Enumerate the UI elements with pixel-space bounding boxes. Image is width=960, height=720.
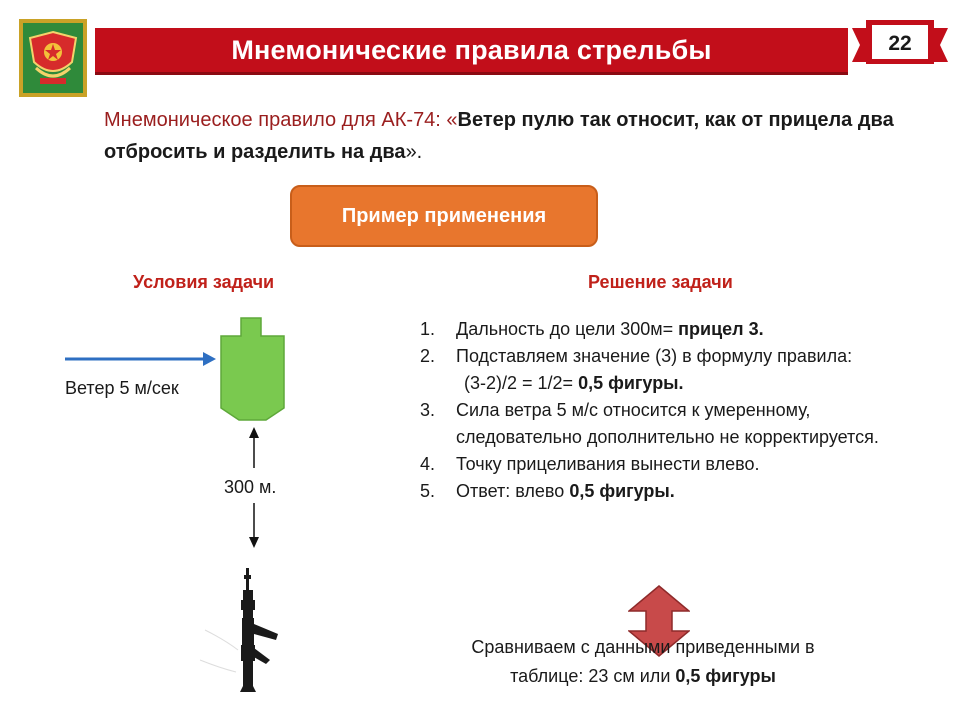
decorative-shadow-icon: [200, 630, 238, 672]
example-button-label: Пример применения: [341, 204, 547, 227]
target-silhouette-icon: [221, 318, 284, 420]
solution-step-2: 2. Подставляем значение (3) в формулу правила: (3-2)/2 = 1/2= 0,5 фигуры.: [420, 343, 900, 397]
ak-74-rifle-icon: [240, 568, 278, 692]
conditions-heading: Условия задачи: [133, 272, 275, 292]
example-button[interactable]: [290, 185, 598, 247]
title-bar: [95, 28, 848, 75]
rule-tail: ».: [405, 141, 423, 163]
comparison-text: Сравниваем с данными приведенными в таблице: 23 см или 0,5 фигуры: [471, 637, 815, 686]
solution-step-4: 4. Точку прицеливания вынести влево.: [420, 454, 760, 474]
wind-label: Ветер 5 м/сек: [65, 378, 179, 398]
rule-lead: Мнемоническое правило для АК-74: «: [104, 109, 458, 131]
distance-label: 300 м.: [224, 477, 277, 497]
wind-arrow-icon: [65, 352, 216, 366]
solution-heading: Решение задачи: [588, 272, 733, 292]
solution-list: [420, 316, 900, 505]
solution-step-5: 5. Ответ: влево 0,5 фигуры.: [420, 481, 675, 501]
military-emblem-icon: [18, 18, 88, 98]
formula: (3-2)/2 = 1/2= 0,5 фигуры.: [464, 373, 684, 393]
page-title: Мнемонические правила стрельбы: [231, 34, 712, 65]
conditions-diagram: [0, 300, 400, 700]
mnemonic-rule: [104, 104, 904, 168]
rule-quote: Ветер пулю так относит, как от прицела два отбросить и разделить на два: [104, 109, 894, 163]
solution-step-1: 1. Дальность до цели 300м= прицел 3.: [420, 319, 764, 339]
solution-step-3: 3. Сила ветра 5 м/с относится к умеренному, следовательно дополнительно не корректируется.: [420, 400, 879, 447]
page-number: 22: [888, 32, 912, 55]
